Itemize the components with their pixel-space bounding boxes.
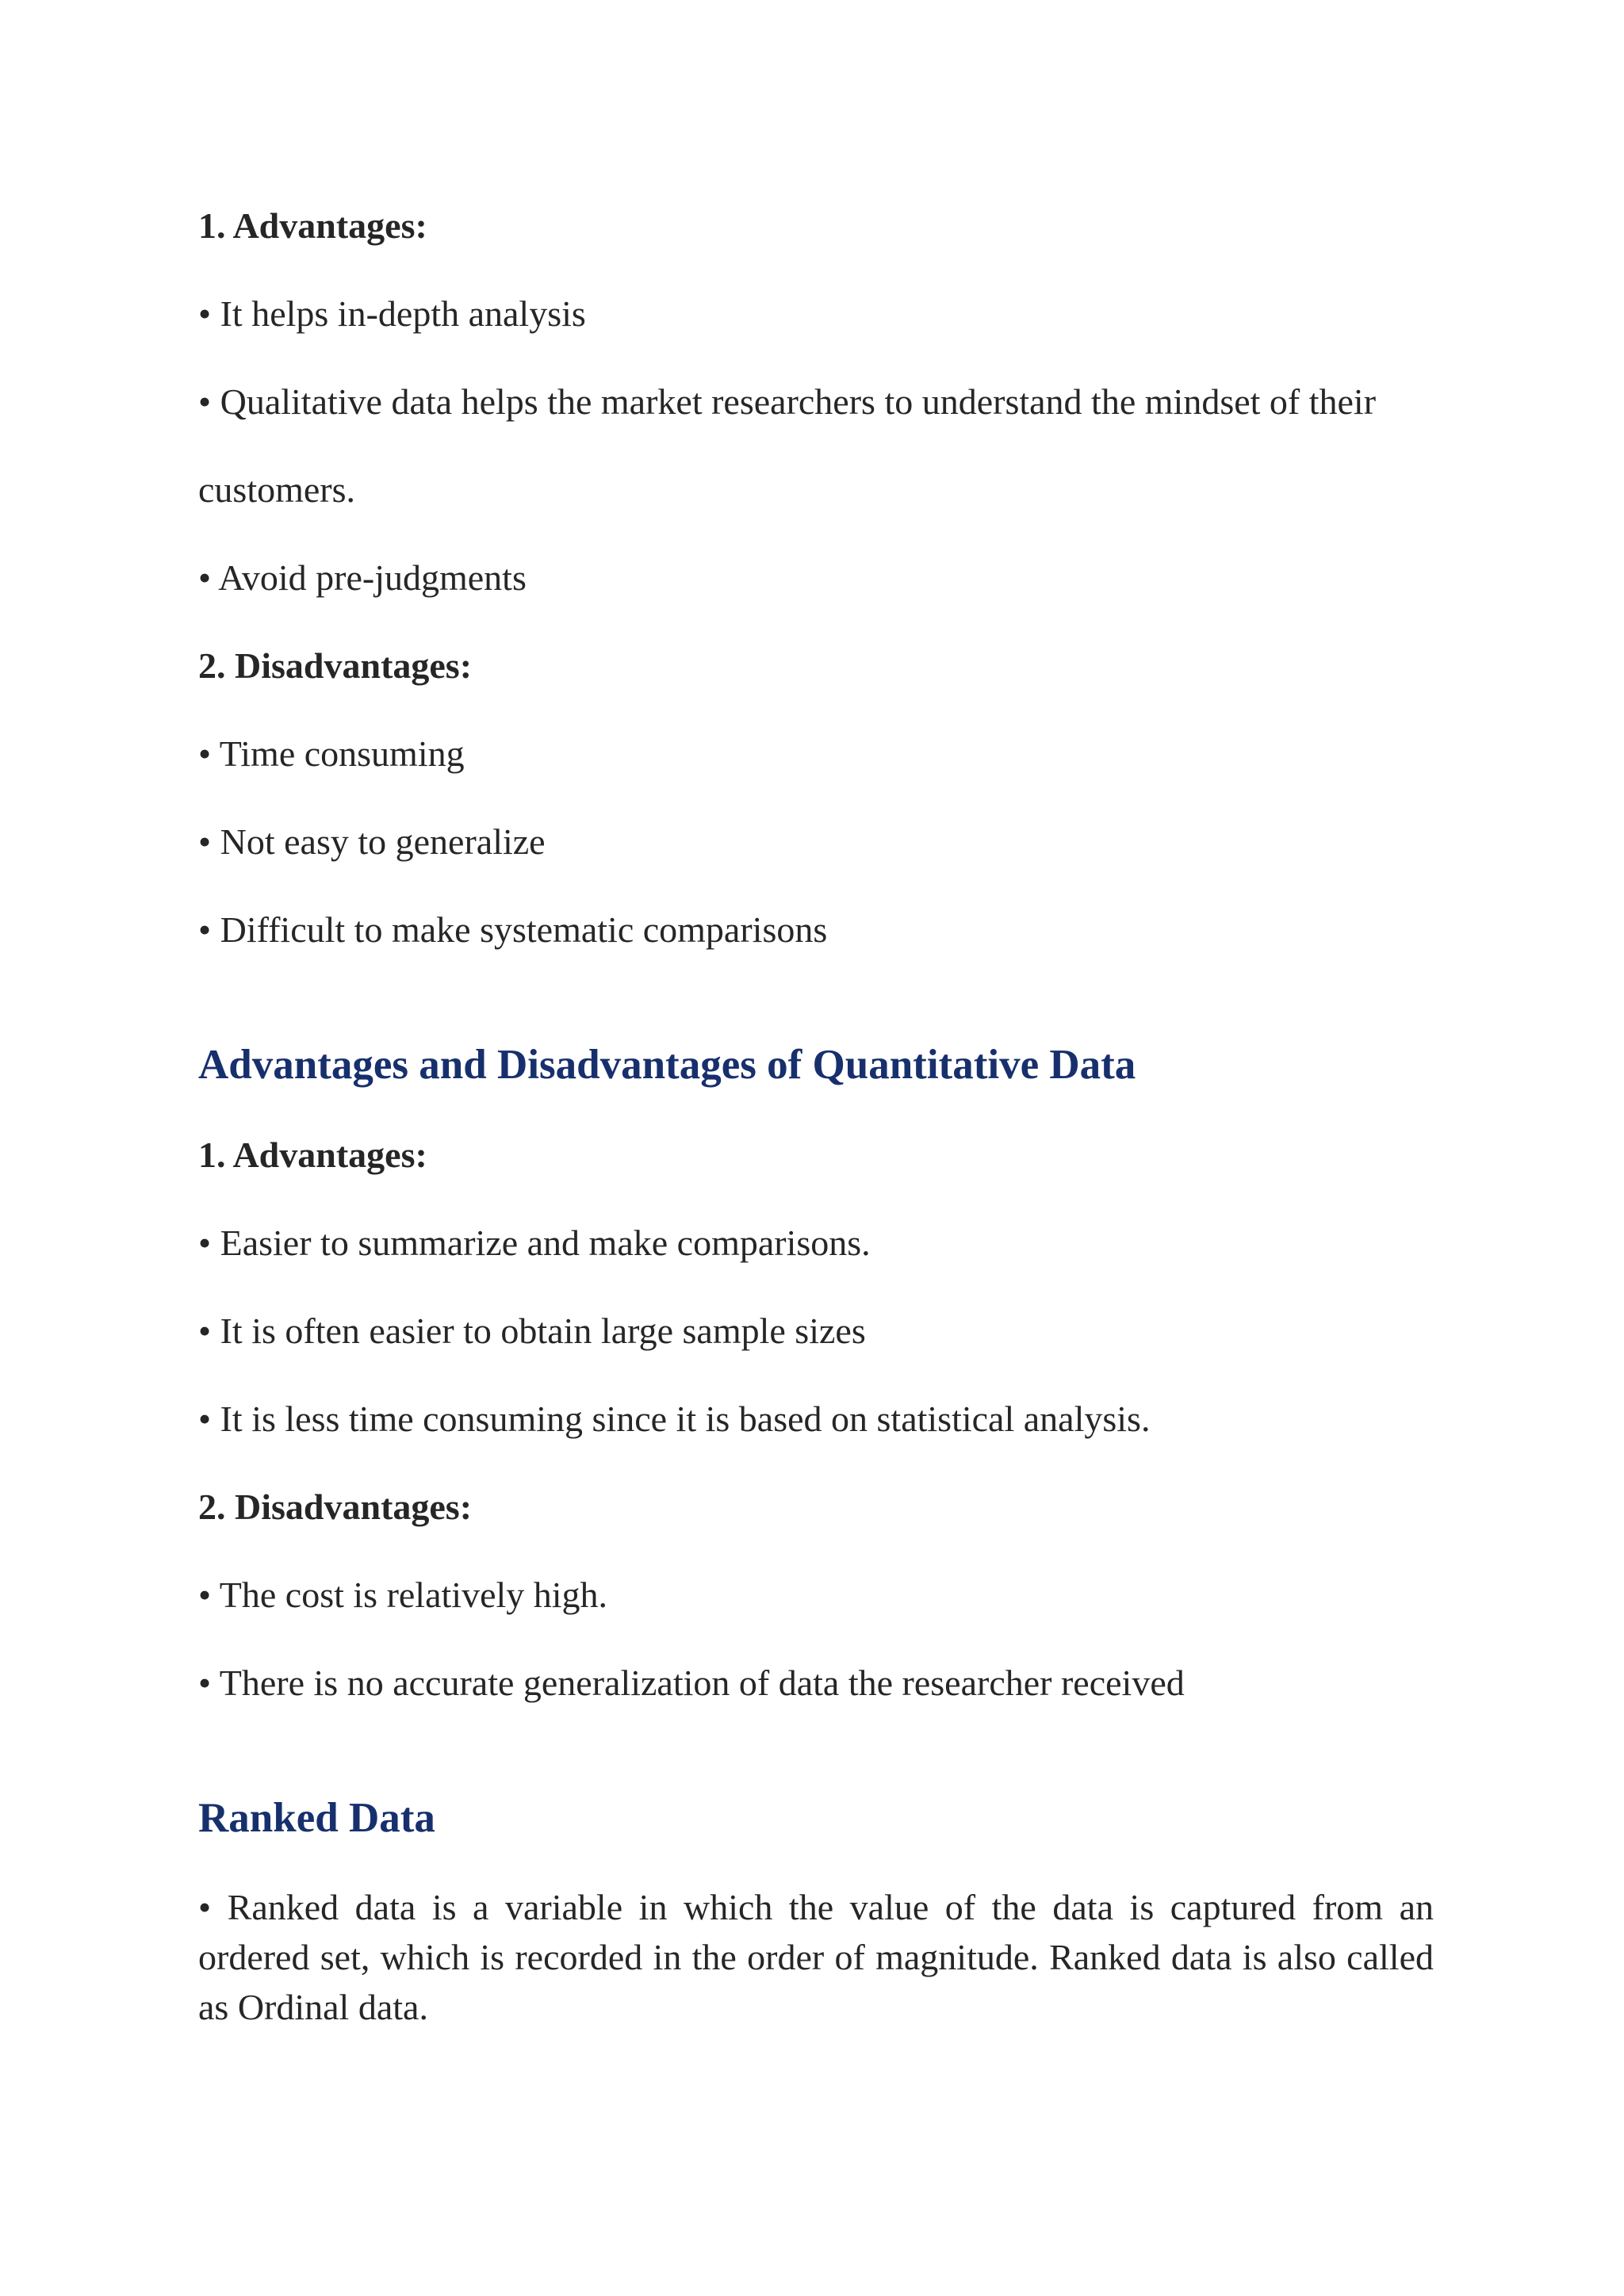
qualitative-advantage-item: • Avoid pre-judgments	[198, 557, 527, 598]
ranked-section-title: Ranked Data	[198, 1795, 435, 1841]
quantitative-section-title: Advantages and Disadvantages of Quantitative Data	[198, 1042, 1136, 1088]
quantitative-advantage-item: • Easier to summarize and make comparisons.	[198, 1223, 871, 1263]
qualitative-disadvantage-item: • Difficult to make systematic comparisons	[198, 909, 828, 950]
quantitative-advantage-item: • It is often easier to obtain large sample sizes	[198, 1311, 866, 1351]
quantitative-disadvantage-item: • The cost is relatively high.	[198, 1575, 608, 1615]
qualitative-disadvantage-item: • Time consuming	[198, 733, 465, 774]
quantitative-disadvantages-heading: 2. Disadvantages:	[198, 1487, 473, 1527]
quantitative-disadvantage-item: • There is no accurate generalization of data the researcher received	[198, 1663, 1185, 1703]
quantitative-advantages-heading: 1. Advantages:	[198, 1135, 427, 1175]
qualitative-advantage-item: • Qualitative data helps the market researchers to understand the mindset of their	[198, 381, 1377, 422]
quantitative-advantage-item: • It is less time consuming since it is based on statistical analysis.	[198, 1399, 1151, 1439]
qualitative-disadvantage-item: • Not easy to generalize	[198, 821, 546, 862]
ranked-paragraph: • Ranked data is a variable in which the value of the data is captured from an ordered set, which is recorded in the order of magnitude. Ranked data is also called as Ordinal data.	[198, 1887, 1434, 2027]
qualitative-disadvantages-heading: 2. Disadvantages:	[198, 645, 473, 686]
qualitative-advantages-heading: 1. Advantages:	[198, 205, 427, 246]
qualitative-advantage-item-continuation: customers.	[198, 469, 356, 510]
qualitative-advantage-item: • It helps in-depth analysis	[198, 293, 586, 334]
